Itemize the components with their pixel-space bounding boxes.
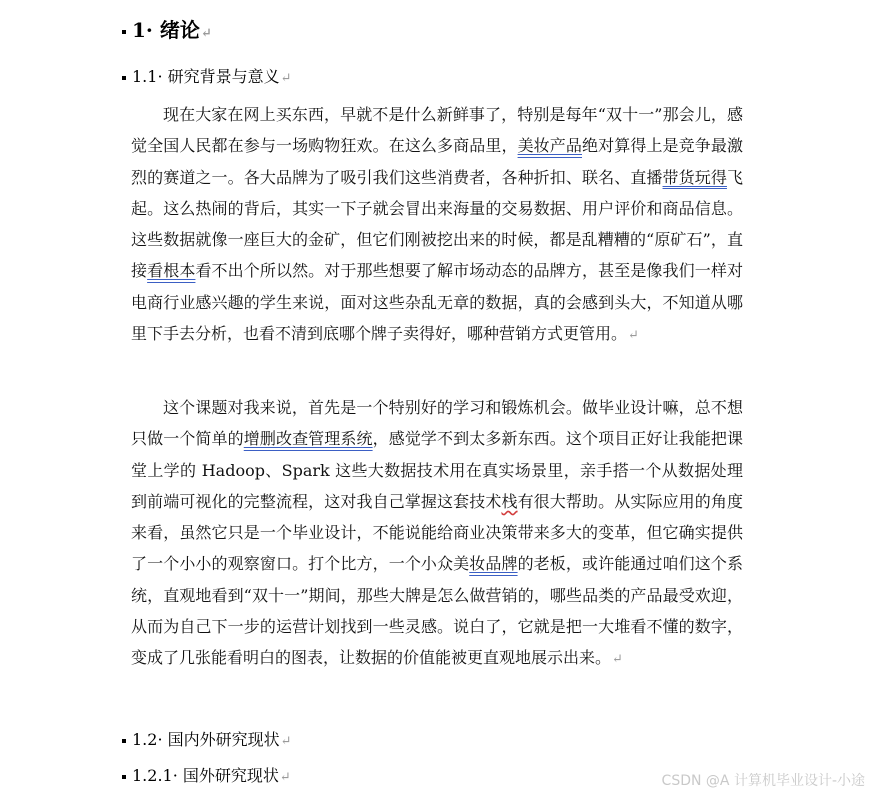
text-run: 有很大帮助。从实际应用的角度来看，虽然它只是一个毕业设计，不能说能给商业决策带来多大的变革，但它确实提供了一个小小的观察窗口。打个比方，一个小众美 xyxy=(131,491,743,574)
heading-text: 1.1· 研究背景与意义 xyxy=(132,67,280,86)
heading-bullet xyxy=(122,739,126,743)
text-run: 的老板，或许能通过咱们这个系统，直观地看到“双十一”期间，那些大牌是怎么做营销的，哪些品类的产品最受欢迎，从而为自己下一步的运营计划找到一些灵感。说白了，它就是把一大堆看不懂的数字，变成了几张能看明白的图表，让数据的价值能被更直观地展示出来。 xyxy=(131,554,743,668)
heading-section-1-1 xyxy=(122,64,292,87)
paragraph-mark-icon: ↵ xyxy=(279,770,291,785)
grammar-underline-run: 看根本 xyxy=(147,261,196,281)
text-run: 现在大家在网上买东西，早就不是什么新鲜事了，特别是每年“双十一”那会儿，感觉全国人民都在参与一场购物狂欢。在这么多商品里， xyxy=(131,105,743,156)
text-run: 看不出个所以然。对于那些想要了解市场动态的品牌方，甚至是像我们一样对电商行业感兴趣的学生来说，面对这些杂乱无章的数据，真的会感到头大，不知道从哪里下手去分析，也看不清到底哪个牌子卖得好，哪种营销方式更管用。 xyxy=(131,261,743,344)
grammar-underline-run: 美妆产品 xyxy=(517,136,583,156)
text-run: 飞起。这么热闹的背后，其实一下子就会冒出来海量的交易数据、用户评价和商品信息。这些数据就像一座巨大的金矿，但它们刚被挖出来的时候，都是乱糟糟的“原矿石”，直接 xyxy=(131,167,743,281)
text-run: ，感觉学不到太多新东西。这个项目正好让我能把课堂上学的 Hadoop、Spark 这些大数据技术用在真实场景里，亲手搭一个从数据处理到前端可视化的完整流程，这对我自己掌握这套技术 xyxy=(131,429,743,511)
paragraph-mark-icon: ↵ xyxy=(612,652,623,668)
heading-section-1-2 xyxy=(122,727,292,750)
watermark: CSDN @A 计算机毕业设计-小途 xyxy=(661,773,865,789)
heading-bullet xyxy=(122,775,126,779)
heading-bullet xyxy=(122,76,126,80)
heading-text: 1· 绪论 xyxy=(132,18,200,42)
text-run: 这个课题对我来说，首先是一个特别好的学习和锻炼机会。做毕业设计嘛，总不想只做一个简单的 xyxy=(131,398,743,449)
grammar-underline-run: 带货玩得 xyxy=(662,167,727,187)
paragraph-background xyxy=(131,99,743,351)
grammar-underline-run: 增删改查管理系统 xyxy=(243,429,373,449)
heading-bullet xyxy=(122,30,126,34)
heading-text: 1.2.1· 国外研究现状 xyxy=(132,766,279,785)
paragraph-mark-icon: ↵ xyxy=(200,26,212,41)
spelling-underline-run: 栈 xyxy=(501,491,518,511)
heading-subsection-1-2-1 xyxy=(122,763,291,786)
text-run: 绝对算得上是竞争最激烈的赛道之一。各大品牌为了吸引我们这些消费者，各种折扣、联名、直播 xyxy=(131,136,743,187)
heading-text: 1.2· 国内外研究现状 xyxy=(132,730,280,749)
grammar-underline-run: 妆品牌 xyxy=(469,554,518,574)
paragraph-mark-icon: ↵ xyxy=(280,71,292,86)
paragraph-mark-icon: ↵ xyxy=(628,328,639,344)
paragraph-significance xyxy=(131,392,743,676)
heading-chapter-1 xyxy=(122,14,212,43)
paragraph-mark-icon: ↵ xyxy=(280,734,292,749)
